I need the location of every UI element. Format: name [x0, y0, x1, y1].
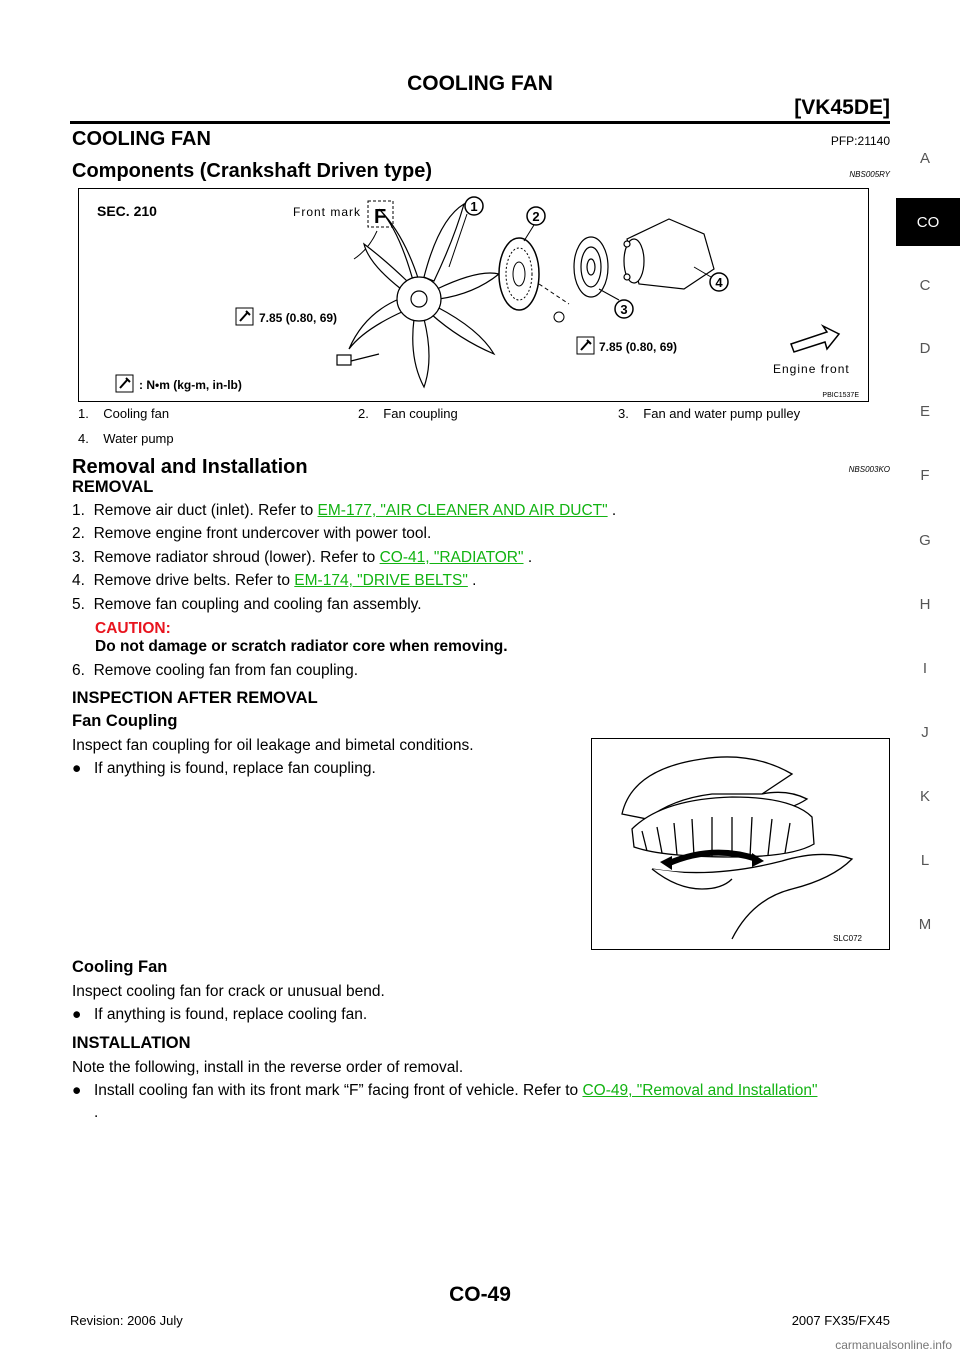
inspection-heading: INSPECTION AFTER REMOVAL: [72, 689, 318, 707]
fan-coupling-title: Fan Coupling: [72, 712, 178, 730]
legend-item: 3. Fan and water pump pulley: [618, 406, 801, 421]
fan-coupling-text: Inspect fan coupling for oil leakage and bimetal conditions.: [72, 737, 474, 754]
side-index-a[interactable]: A: [919, 150, 930, 167]
components-legend: [78, 406, 868, 456]
bullet-dot-icon: ●: [72, 1082, 82, 1099]
caution-text: Do not damage or scratch radiator core when removing.: [95, 638, 508, 655]
components-code: NBS005RY: [849, 170, 890, 179]
callout-4: 4: [715, 275, 723, 290]
removal-step-4: 4. Remove drive belts. Refer to EM-174, "DRIVE BELTS" .: [72, 572, 477, 589]
front-mark-letter: F: [374, 206, 387, 228]
removal-step-2: 2. Remove engine front undercover with power tool.: [72, 525, 432, 542]
watermark: carmanualsonline.info: [835, 1338, 952, 1352]
installation-text: Note the following, install in the reverse order of removal.: [72, 1059, 464, 1076]
removal-step-6: 6. Remove cooling fan from fan coupling.: [72, 662, 359, 679]
legend-item: 1. Cooling fan: [78, 406, 170, 421]
model-label: 2007 FX35/FX45: [791, 1313, 890, 1328]
side-index-i[interactable]: I: [922, 660, 928, 677]
page-number: CO-49: [449, 1283, 511, 1306]
side-index-j[interactable]: J: [921, 724, 929, 741]
section-code: PFP:21140: [830, 134, 890, 148]
installation-bullet-tail: .: [94, 1104, 99, 1121]
water-pump-drawing: [624, 219, 714, 289]
side-index-l[interactable]: L: [920, 852, 930, 869]
components-title: Components (Crankshaft Driven type): [72, 160, 433, 182]
cooling-fan-drawing: [337, 204, 499, 387]
link-radiator[interactable]: CO-41, "RADIATOR": [379, 549, 524, 566]
torque-unit-legend: : N•m (kg-m, in-lb): [139, 378, 242, 392]
removal-installation-code: NBS003KO: [848, 465, 890, 474]
figure-sec-label: SEC. 210: [97, 203, 157, 219]
hand-bottom-drawing: [652, 854, 852, 939]
cooling-fan-title: Cooling Fan: [72, 958, 168, 976]
side-index-d[interactable]: D: [919, 340, 931, 357]
link-removal-installation[interactable]: CO-49, "Removal and Installation": [582, 1082, 818, 1099]
removal-installation-title: Removal and Installation: [72, 456, 308, 478]
side-index-h[interactable]: H: [919, 596, 931, 613]
bullet-dot-icon: ●: [72, 1006, 82, 1023]
callout-1: 1: [470, 199, 478, 214]
torque-spec-1: 7.85 (0.80, 69): [259, 311, 338, 325]
side-index-co-active[interactable]: CO: [896, 198, 960, 246]
pulley-drawing: [574, 237, 608, 297]
engine-code: [VK45DE]: [794, 96, 890, 119]
torque-wrench-icon: [236, 308, 253, 325]
cooling-fan-text: Inspect cooling fan for crack or unusual bend.: [72, 983, 385, 1000]
engine-front-arrow-icon: [791, 326, 839, 352]
bullet-dot-icon: ●: [72, 760, 82, 777]
caution-label: CAUTION:: [95, 620, 171, 637]
revision-date: Revision: 2006 July: [70, 1313, 183, 1328]
side-index-c[interactable]: C: [919, 277, 931, 294]
header-rule: [70, 121, 890, 124]
removal-step-5: 5. Remove fan coupling and cooling fan assembly.: [72, 596, 422, 613]
installation-bullet: ● Install cooling fan with its front mark “F” facing front of vehicle. Refer to CO-49, "Removal and Installation": [72, 1082, 818, 1099]
torque-wrench-icon: [116, 375, 133, 392]
removal-step-3: 3. Remove radiator shroud (lower). Refer to CO-41, "RADIATOR" .: [72, 549, 533, 566]
side-index-g[interactable]: G: [919, 532, 931, 549]
torque-wrench-icon: [577, 337, 594, 354]
components-figure: [78, 188, 869, 402]
fan-coupling-figure: [591, 738, 890, 950]
figure-code: PBIC1537E: [822, 392, 859, 399]
section-title: COOLING FAN: [72, 128, 211, 150]
legend-item: 4. Water pump: [78, 431, 174, 446]
front-mark-label: Front mark: [293, 205, 362, 219]
callout-2: 2: [532, 209, 540, 224]
figure-code: SLC072: [833, 934, 862, 943]
fan-coupling-drawing: [499, 238, 539, 310]
torque-spec-2: 7.85 (0.80, 69): [599, 340, 678, 354]
legend-item: 2. Fan coupling: [358, 406, 458, 421]
cooling-fan-bullet: ● If anything is found, replace cooling fan.: [72, 1006, 368, 1023]
link-air-cleaner[interactable]: EM-177, "AIR CLEANER AND AIR DUCT": [317, 502, 608, 519]
side-index-f[interactable]: F: [920, 467, 930, 484]
side-index-k[interactable]: K: [919, 788, 930, 805]
link-drive-belts[interactable]: EM-174, "DRIVE BELTS": [294, 572, 468, 589]
side-index-m[interactable]: M: [918, 916, 932, 933]
engine-front-label: Engine front: [773, 362, 850, 376]
page-header-title: COOLING FAN: [407, 72, 553, 95]
callout-3: 3: [620, 302, 628, 317]
fan-coupling-bullet: ● If anything is found, replace fan coupling.: [72, 760, 376, 777]
nut-drawing: [554, 312, 564, 322]
installation-heading: INSTALLATION: [72, 1034, 191, 1052]
removal-heading: REMOVAL: [72, 478, 154, 496]
side-index-e[interactable]: E: [919, 403, 930, 420]
removal-step-1: 1. Remove air duct (inlet). Refer to EM-177, "AIR CLEANER AND AIR DUCT" .: [72, 502, 617, 519]
